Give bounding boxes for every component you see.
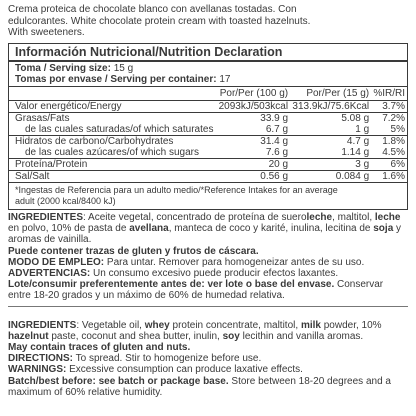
value-100g: 33.9 g bbox=[216, 113, 290, 125]
serving-size-label: Toma / Serving size: bbox=[15, 63, 111, 74]
traces-text: May contain traces of gluten and nuts. bbox=[8, 342, 191, 354]
header-per-100g: Por/Per (100 g) bbox=[216, 87, 290, 101]
allergen: leche bbox=[306, 212, 333, 223]
modo-empleo bbox=[8, 257, 408, 268]
english-section bbox=[8, 320, 408, 398]
ingredients-paragraph bbox=[8, 320, 408, 342]
directions bbox=[8, 353, 408, 364]
value-15g: 0.084 g bbox=[290, 171, 371, 183]
value-15g: 1.14 g bbox=[341, 146, 370, 158]
value-ir: 6% bbox=[371, 159, 407, 171]
ing-text: , manteca de coco y karité, inulina, lecitina de bbox=[168, 223, 374, 235]
nutrient-name: Sal/Salt bbox=[9, 171, 216, 183]
allergen: soy bbox=[222, 330, 240, 342]
warnings-text: Excessive consumption can produce laxative effects. bbox=[66, 364, 303, 376]
product-description bbox=[8, 4, 408, 39]
ing-text: lecithin and vanilla aromas. bbox=[239, 330, 364, 342]
trazas-note bbox=[8, 246, 408, 257]
table-row bbox=[9, 171, 407, 183]
ing-text: , maltitol, bbox=[332, 212, 375, 223]
allergen: avellana bbox=[129, 223, 169, 235]
batch-info bbox=[8, 376, 408, 398]
value-ir: 4.5% bbox=[382, 146, 405, 158]
value-100g: 31.4 g bbox=[216, 136, 290, 148]
advertencias-text: Un consumo excesivo puede producir efectos laxantes. bbox=[90, 268, 339, 280]
allergen: milk bbox=[300, 319, 321, 331]
nutrition-table-box bbox=[8, 43, 408, 211]
table-row bbox=[9, 159, 407, 171]
value-ir: 7.2% bbox=[371, 113, 407, 125]
nutrient-name: Proteína/Protein bbox=[9, 159, 216, 171]
value-15g: 313.9kJ/75.6Kcal bbox=[292, 100, 370, 112]
value-ir: 3.7% bbox=[382, 100, 405, 112]
ingredientes-title: INGREDIENTES bbox=[8, 212, 84, 223]
serving-size bbox=[15, 63, 401, 74]
spacer bbox=[8, 310, 408, 320]
serving-size-value: 15 g bbox=[110, 63, 134, 74]
ing-text: : Aceite vegetal, concentrado de proteína de suero bbox=[83, 212, 307, 223]
nutrient-name: Grasas/Fats bbox=[9, 113, 216, 125]
table-row bbox=[9, 147, 407, 159]
allergen: whey bbox=[144, 319, 170, 331]
warnings-title: WARNINGS: bbox=[8, 364, 67, 376]
trazas-text: Puede contener trazas de gluten y frutos de cáscara. bbox=[8, 245, 259, 257]
nutrition-table bbox=[9, 87, 407, 182]
allergen: soja bbox=[373, 223, 394, 235]
value-100g: 0.56 g bbox=[216, 171, 290, 183]
nutrition-title: Información Nutricional/Nutrition Declaration bbox=[9, 44, 407, 63]
value-15g: 3 g bbox=[290, 159, 371, 171]
table-row bbox=[9, 136, 407, 148]
warnings bbox=[8, 364, 408, 375]
table-row bbox=[9, 124, 407, 136]
section-divider bbox=[8, 306, 408, 307]
directions-text: To spread. Stir to homogenize before use. bbox=[73, 353, 262, 365]
ingredients-title: INGREDIENTS bbox=[8, 319, 77, 331]
allergen: leche bbox=[374, 212, 401, 223]
nutrient-name: Valor energético/Energy bbox=[15, 100, 122, 112]
allergen: hazelnut bbox=[8, 330, 49, 342]
nutrient-name: Hidratos de carbono/Carbohydrates bbox=[9, 136, 216, 148]
value-ir: 5% bbox=[390, 123, 405, 135]
servings-value: 17 bbox=[216, 74, 231, 85]
serving-info bbox=[9, 62, 407, 87]
value-ir: 1.8% bbox=[371, 136, 407, 148]
value-100g: 2093kJ/503kcal bbox=[218, 100, 289, 112]
intro-line: Crema proteica de chocolate blanco con avellanas tostadas. Con bbox=[8, 4, 297, 15]
ing-text: en polvo, 10% de pasta de bbox=[8, 223, 130, 235]
batch-text: Store between 18-20 degrees and a maximum of 60% relative humidity. bbox=[8, 375, 391, 398]
value-100g: 20 g bbox=[216, 159, 290, 171]
header-per-15g: Por/Per (15 g) bbox=[290, 87, 371, 101]
value-15g: 5.08 g bbox=[290, 113, 371, 125]
spanish-section bbox=[8, 212, 408, 302]
ing-text: powder, 10% bbox=[320, 319, 382, 331]
directions-title: DIRECTIONS: bbox=[8, 353, 73, 365]
table-row bbox=[9, 113, 407, 125]
table-row bbox=[9, 101, 407, 113]
lote-text: Conservar entre 18-20 grados y un máximo de 60% de humedad relativa. bbox=[8, 279, 384, 302]
header-blank bbox=[9, 87, 216, 101]
ing-text: : Vegetable oil, bbox=[76, 319, 145, 331]
modo-empleo-text: Para untar. Remover para homogeneizar antes de su uso. bbox=[104, 256, 365, 268]
intro-line: edulcorantes. White chocolate protein cream with toasted hazelnuts. bbox=[8, 15, 311, 27]
traces-note bbox=[8, 342, 408, 353]
table-header-row bbox=[9, 87, 407, 101]
ing-text: y aromas de vainilla. bbox=[8, 223, 402, 246]
value-100g: 7.6 g bbox=[265, 146, 289, 158]
lote-bold: Lote/consumir preferentemente antes de: ver lote o base del envase. bbox=[8, 279, 335, 291]
ing-text: protein concentrate, maltitol, bbox=[169, 319, 301, 331]
ref-line: *Ingestas de Referencia para un adulto medio/*Reference Intakes for an average bbox=[15, 185, 338, 195]
value-ir: 1.6% bbox=[371, 171, 407, 183]
servings-label: Tomas por envase / Serving per container: bbox=[15, 74, 217, 85]
intro-line: With sweeteners. bbox=[8, 27, 85, 38]
batch-bold: Batch/best before: see batch or package base. bbox=[8, 375, 229, 387]
advertencias bbox=[8, 268, 408, 302]
advertencias-title: ADVERTENCIAS: bbox=[8, 268, 91, 280]
header-ir: %IR/RI bbox=[371, 87, 407, 101]
value-15g: 4.7 g bbox=[290, 136, 371, 148]
ing-text: paste, coconut and shea butter, inulin, bbox=[48, 330, 223, 342]
nutrient-name: de las cuales saturadas/of which saturates bbox=[25, 123, 214, 135]
ref-line: adult (2000 kcal/8400 kJ) bbox=[15, 195, 116, 206]
ingredientes-paragraph bbox=[8, 212, 408, 246]
servings-per-container bbox=[15, 74, 401, 85]
reference-intakes-note bbox=[9, 182, 407, 209]
modo-empleo-title: MODO DE EMPLEO: bbox=[8, 256, 105, 268]
value-100g: 6.7 g bbox=[265, 123, 289, 135]
value-15g: 1 g bbox=[355, 123, 370, 135]
nutrient-name: de las cuales azúcares/of which sugars bbox=[25, 146, 199, 158]
